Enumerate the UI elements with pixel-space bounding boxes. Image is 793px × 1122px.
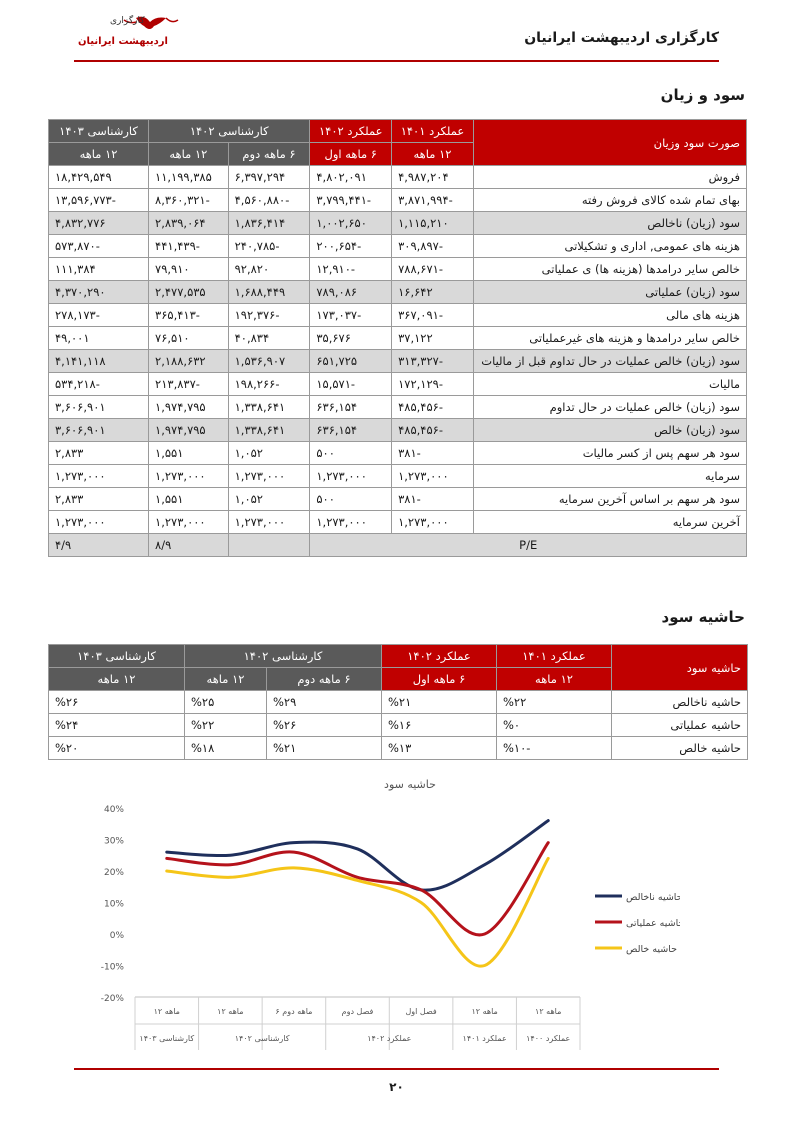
- footer-divider: [74, 1068, 719, 1070]
- income-row-value: -۱۷۳,۰۳۷: [310, 304, 392, 327]
- income-row-value: ۱,۳۳۸,۶۴۱: [228, 396, 310, 419]
- income-row-label: هزینه های عمومی, اداری و تشکیلاتی: [473, 235, 746, 258]
- income-row-value: ۴,۸۰۲,۰۹۱: [310, 166, 392, 189]
- income-row-value: -۵۳۴,۲۱۸: [49, 373, 149, 396]
- income-row-value: -۲۰۰,۶۵۴: [310, 235, 392, 258]
- income-head-k1402: کارشناسی ۱۴۰۲: [149, 120, 310, 143]
- income-head-k1403: کارشناسی ۱۴۰۳: [49, 120, 149, 143]
- income-row-value: ۱,۲۷۳,۰۰۰: [228, 465, 310, 488]
- x-tick-label: ۶ ماهه دوم: [275, 1007, 313, 1016]
- income-row-value: ۶۳۶,۱۵۴: [310, 396, 392, 419]
- income-row-value: -۱۵,۵۷۱: [310, 373, 392, 396]
- income-row-label: هزینه های مالی: [473, 304, 746, 327]
- page-number: ۲۰: [389, 1080, 404, 1094]
- income-row-label: سود (زیان) خالص عملیات در حال تداوم: [473, 396, 746, 419]
- income-sub-4: ۱۲ ماهه: [149, 143, 229, 166]
- income-row-value: ۱,۲۷۳,۰۰۰: [392, 511, 474, 534]
- income-head-label: صورت سود وزیان: [473, 120, 746, 166]
- margin-chart-svg: [80, 770, 680, 1050]
- y-tick-label: 40%: [103, 805, 124, 815]
- income-row-value: -۳,۸۷۱,۹۹۴: [392, 189, 474, 212]
- logo-line1: کارگزاری: [110, 16, 145, 26]
- income-row-label: سرمایه: [473, 465, 746, 488]
- income-sub-1: ۱۲ ماهه: [392, 143, 474, 166]
- margin-row-value: %۲۱: [267, 737, 382, 760]
- x-group-label: کارشناسی ۱۴۰۲: [234, 1034, 290, 1043]
- income-row-value: -۳۸۱: [392, 488, 474, 511]
- income-row: [49, 350, 747, 373]
- x-group-label: عملکرد ۱۴۰۱: [462, 1034, 507, 1043]
- header-title: کارگزاری اردیبهشت ایرانیان: [524, 30, 719, 46]
- y-tick-label: 10%: [103, 899, 124, 910]
- income-row-value: -۴۸۵,۴۵۶: [392, 396, 474, 419]
- income-row-label: سود هر سهم پس از کسر مالیات: [473, 442, 746, 465]
- y-tick-label: -20%: [100, 994, 124, 1004]
- income-row-value: ۶۳۶,۱۵۴: [310, 419, 392, 442]
- pe-label: P/E: [310, 534, 747, 557]
- margin-table: [48, 644, 748, 760]
- income-row-value: ۴۹,۰۰۱: [49, 327, 149, 350]
- pe-empty: [228, 534, 310, 557]
- income-row-value: -۲۱۳,۸۳۷: [149, 373, 229, 396]
- y-tick-label: -10%: [100, 962, 124, 973]
- income-row-value: ۷۶,۵۱۰: [149, 327, 229, 350]
- income-row-value: ۴۰,۸۳۴: [228, 327, 310, 350]
- margin-sub-2: ۶ ماهه اول: [382, 668, 497, 691]
- margin-row-label: حاشیه عملیاتی: [612, 714, 748, 737]
- margin-sub-1: ۱۲ ماهه: [497, 668, 612, 691]
- chart-title: حاشیه سود: [384, 778, 436, 791]
- margin-sub-3: ۶ ماهه دوم: [267, 668, 382, 691]
- income-row-value: -۱۹۸,۲۶۶: [228, 373, 310, 396]
- income-row-value: ۱,۰۵۲: [228, 442, 310, 465]
- income-row: [49, 327, 747, 350]
- margin-row-value: %۱۸: [185, 737, 267, 760]
- margin-sub-5: ۱۲ ماهه: [49, 668, 185, 691]
- income-row-value: ۱,۲۷۳,۰۰۰: [149, 465, 229, 488]
- y-tick-label: 20%: [103, 868, 124, 878]
- income-row-value: -۱۳,۵۹۶,۷۷۳: [49, 189, 149, 212]
- margin-head-label: حاشیه سود: [612, 645, 748, 691]
- series-line-2: [167, 858, 548, 966]
- margin-head-k1403: کارشناسی ۱۴۰۳: [49, 645, 185, 668]
- income-row: [49, 281, 747, 304]
- income-row-value: ۶۵۱,۷۲۵: [310, 350, 392, 373]
- income-row-value: ۴,۱۴۱,۱۱۸: [49, 350, 149, 373]
- income-row-value: ۵۰۰: [310, 442, 392, 465]
- x-group-label: عملکرد ۱۴۰۰: [526, 1034, 571, 1043]
- margin-row-value: -%۱۰: [497, 737, 612, 760]
- income-row-value: ۳۷,۱۲۲: [392, 327, 474, 350]
- legend-label: حاشیه خالص: [626, 944, 678, 955]
- income-body: [49, 166, 747, 534]
- income-row-value: ۱,۱۱۵,۲۱۰: [392, 212, 474, 235]
- income-row-value: ۱,۲۷۳,۰۰۰: [392, 465, 474, 488]
- income-row-label: خالص سایر درامدها و هزینه های غیرعملیاتی: [473, 327, 746, 350]
- margin-row: [49, 691, 748, 714]
- pe-value-1403: ۴/۹: [49, 534, 149, 557]
- x-tick-label: فصل اول: [405, 1007, 437, 1016]
- income-row: [49, 488, 747, 511]
- legend-label: حاشیه عملیاتی: [626, 918, 680, 929]
- income-row-value: ۴,۳۷۰,۲۹۰: [49, 281, 149, 304]
- margin-sub-4: ۱۲ ماهه: [185, 668, 267, 691]
- income-row-label: آخرین سرمایه: [473, 511, 746, 534]
- income-row: [49, 419, 747, 442]
- income-row: [49, 235, 747, 258]
- header-divider: [74, 60, 719, 62]
- income-row-label: بهای تمام شده کالای فروش رفته: [473, 189, 746, 212]
- income-row-value: ۷۸۹,۰۸۶: [310, 281, 392, 304]
- income-row: [49, 396, 747, 419]
- income-row-value: ۷۹,۹۱۰: [149, 258, 229, 281]
- income-row-label: خالص سایر درامدها (هزینه ها) ی عملیاتی: [473, 258, 746, 281]
- income-row-value: -۳۱۳,۳۲۷: [392, 350, 474, 373]
- income-row-label: سود (زیان) خالص: [473, 419, 746, 442]
- margin-row-label: حاشیه ناخالص: [612, 691, 748, 714]
- income-row-value: ۲,۱۸۸,۶۳۲: [149, 350, 229, 373]
- margin-section-title: حاشیه سود: [661, 608, 745, 626]
- income-row-label: مالیات: [473, 373, 746, 396]
- income-row-value: ۱,۵۳۶,۹۰۷: [228, 350, 310, 373]
- income-row-value: -۴۸۵,۴۵۶: [392, 419, 474, 442]
- income-row-value: -۳۰۹,۸۹۷: [392, 235, 474, 258]
- income-row-value: -۲۴۰,۷۸۵: [228, 235, 310, 258]
- income-row-value: ۵۰۰: [310, 488, 392, 511]
- margin-head-a1401: عملکرد ۱۴۰۱: [497, 645, 612, 668]
- x-group-label: کارشناسی ۱۴۰۳: [139, 1034, 195, 1043]
- income-head-a1401: عملکرد ۱۴۰۱: [392, 120, 474, 143]
- income-row-value: ۱,۶۸۸,۴۴۹: [228, 281, 310, 304]
- y-tick-label: 30%: [103, 836, 124, 847]
- margin-row-value: %۲۶: [267, 714, 382, 737]
- income-row-value: -۴۴۱,۴۳۹: [149, 235, 229, 258]
- income-row-value: ۲,۴۷۷,۵۳۵: [149, 281, 229, 304]
- margin-row-value: %۲۲: [497, 691, 612, 714]
- income-row-value: ۱,۲۷۳,۰۰۰: [49, 465, 149, 488]
- income-row-value: ۱۶,۶۴۲: [392, 281, 474, 304]
- income-row-value: ۱,۲۷۳,۰۰۰: [310, 511, 392, 534]
- margin-row: [49, 737, 748, 760]
- x-tick-label: ۱۲ ماهه: [217, 1007, 244, 1016]
- income-sub-2: ۶ ماهه اول: [310, 143, 392, 166]
- income-row-value: ۳۵,۶۷۶: [310, 327, 392, 350]
- income-row-label: سود هر سهم بر اساس آخرین سرمایه: [473, 488, 746, 511]
- income-row-value: ۱,۸۳۶,۴۱۴: [228, 212, 310, 235]
- income-row-value: -۳۶۷,۰۹۱: [392, 304, 474, 327]
- x-group-label: عملکرد ۱۴۰۲: [367, 1034, 412, 1043]
- income-row: [49, 166, 747, 189]
- income-section-title: سود و زیان: [660, 86, 745, 104]
- income-row-value: -۳,۷۹۹,۴۴۱: [310, 189, 392, 212]
- margin-head-a1402: عملکرد ۱۴۰۲: [382, 645, 497, 668]
- income-row-value: ۱۱,۱۹۹,۳۸۵: [149, 166, 229, 189]
- income-row-value: ۹۲,۸۲۰: [228, 258, 310, 281]
- income-row-value: ۱,۲۷۳,۰۰۰: [149, 511, 229, 534]
- margin-row-value: %۲۶: [49, 691, 185, 714]
- income-row-value: ۱۱۱,۳۸۴: [49, 258, 149, 281]
- income-row: [49, 442, 747, 465]
- income-row-value: ۱۸,۴۲۹,۵۴۹: [49, 166, 149, 189]
- income-head-a1402: عملکرد ۱۴۰۲: [310, 120, 392, 143]
- income-row-value: -۱۷۲,۱۲۹: [392, 373, 474, 396]
- margin-row-value: %۲۲: [185, 714, 267, 737]
- margin-row-value: %۲۵: [185, 691, 267, 714]
- income-row-value: -۴,۵۶۰,۸۸۰: [228, 189, 310, 212]
- income-row: [49, 511, 747, 534]
- income-row: [49, 212, 747, 235]
- y-tick-label: 0%: [109, 931, 124, 941]
- income-row-value: ۱,۵۵۱: [149, 488, 229, 511]
- income-row-value: ۱,۹۷۴,۷۹۵: [149, 396, 229, 419]
- x-tick-label: ۱۲ ماهه: [471, 1007, 498, 1016]
- margin-row-label: حاشیه خالص: [612, 737, 748, 760]
- income-sub-5: ۱۲ ماهه: [49, 143, 149, 166]
- income-row: [49, 189, 747, 212]
- income-row-value: -۷۸۸,۶۷۱: [392, 258, 474, 281]
- x-tick-label: فصل دوم: [341, 1007, 374, 1016]
- income-sub-3: ۶ ماهه دوم: [228, 143, 310, 166]
- income-row-value: -۳۶۵,۴۱۳: [149, 304, 229, 327]
- income-row: [49, 258, 747, 281]
- income-row-value: -۸,۳۶۰,۳۲۱: [149, 189, 229, 212]
- legend-label: حاشیه ناخالص: [626, 892, 680, 903]
- income-row-label: سود (زیان) ناخالص: [473, 212, 746, 235]
- income-row-value: ۲,۸۳۳: [49, 442, 149, 465]
- income-row: [49, 465, 747, 488]
- income-row-value: ۶,۳۹۷,۲۹۴: [228, 166, 310, 189]
- x-tick-label: ۱۲ ماهه: [153, 1007, 180, 1016]
- income-row-label: سود (زیان) خالص عملیات در حال تداوم قبل از مالیات: [473, 350, 746, 373]
- income-row-value: -۵۷۳,۸۷۰: [49, 235, 149, 258]
- income-row-value: ۱,۰۰۲,۶۵۰: [310, 212, 392, 235]
- income-row-value: ۲,۸۳۹,۰۶۴: [149, 212, 229, 235]
- x-tick-label: ۱۲ ماهه: [535, 1007, 562, 1016]
- income-row-value: -۱۹۲,۳۷۶: [228, 304, 310, 327]
- income-row-value: ۳,۶۰۶,۹۰۱: [49, 396, 149, 419]
- income-table: [48, 119, 747, 557]
- margin-chart: [80, 770, 680, 1050]
- income-row-value: -۲۷۸,۱۷۳: [49, 304, 149, 327]
- margin-body: [49, 691, 748, 760]
- margin-row-value: %۲۹: [267, 691, 382, 714]
- income-row-value: ۱,۲۷۳,۰۰۰: [310, 465, 392, 488]
- income-row-value: ۴,۹۸۷,۲۰۴: [392, 166, 474, 189]
- income-row-value: ۱,۵۵۱: [149, 442, 229, 465]
- income-row-value: ۳,۶۰۶,۹۰۱: [49, 419, 149, 442]
- logo-line2: اردیبهشت ایرانیان: [78, 36, 168, 47]
- margin-row-value: %۰: [497, 714, 612, 737]
- income-row-value: ۱,۰۵۲: [228, 488, 310, 511]
- income-row-value: ۱,۲۷۳,۰۰۰: [228, 511, 310, 534]
- margin-row-value: %۱۶: [382, 714, 497, 737]
- income-row-value: ۱,۹۷۴,۷۹۵: [149, 419, 229, 442]
- income-row-label: سود (زیان) عملیاتی: [473, 281, 746, 304]
- pe-value-1402: ۸/۹: [149, 534, 229, 557]
- income-row-value: ۱,۳۳۸,۶۴۱: [228, 419, 310, 442]
- income-row: [49, 304, 747, 327]
- income-row-value: ۲,۸۳۳: [49, 488, 149, 511]
- income-row-value: -۱۲,۹۱۰: [310, 258, 392, 281]
- income-row: [49, 373, 747, 396]
- income-row-value: -۳۸۱: [392, 442, 474, 465]
- margin-row-value: %۲۰: [49, 737, 185, 760]
- income-row-value: ۱,۲۷۳,۰۰۰: [49, 511, 149, 534]
- margin-row-value: %۲۴: [49, 714, 185, 737]
- income-row-value: ۴,۸۳۲,۷۷۶: [49, 212, 149, 235]
- margin-head-k1402: کارشناسی ۱۴۰۲: [185, 645, 382, 668]
- margin-row-value: %۲۱: [382, 691, 497, 714]
- income-row-label: فروش: [473, 166, 746, 189]
- margin-row: [49, 714, 748, 737]
- margin-row-value: %۱۳: [382, 737, 497, 760]
